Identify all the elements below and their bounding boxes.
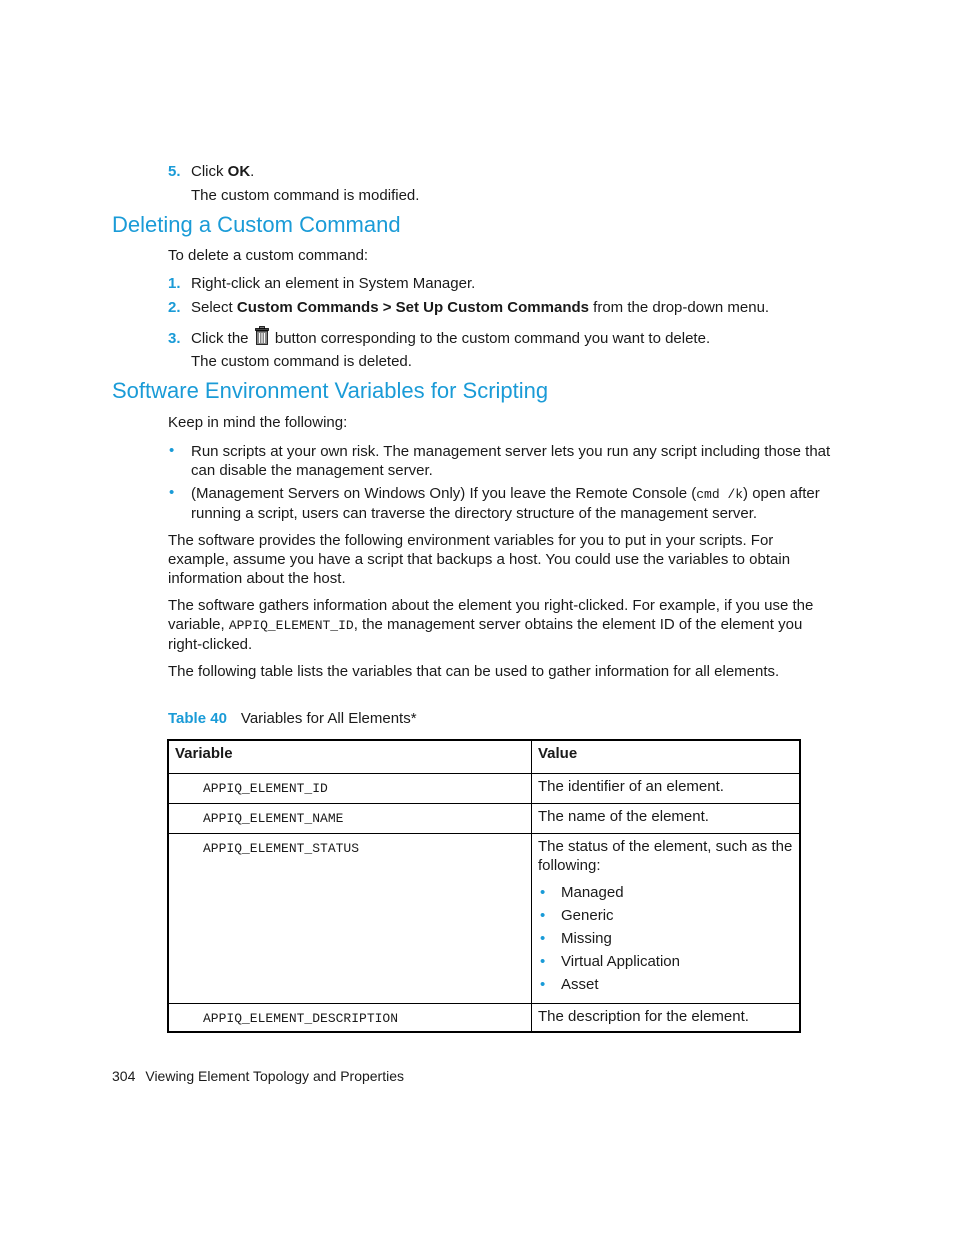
list-item: • Managed <box>540 884 624 901</box>
variable-value: The identifier of an element. <box>532 774 801 804</box>
step-5-result: The custom command is modified. <box>191 187 420 204</box>
list-item: • Missing <box>540 930 612 947</box>
table-row <box>168 1004 800 1032</box>
list-item: • Virtual Application <box>540 953 680 970</box>
ok-label: OK <box>227 163 251 180</box>
bullet-icon: • <box>169 442 175 459</box>
delete-step-3: Click the button corresponding to the custom command you want to delete. <box>191 326 710 347</box>
section-heading-delete: Deleting a Custom Command <box>112 212 401 237</box>
table-row <box>168 834 800 1004</box>
variable-name: APPIQ_ELEMENT_DESCRIPTION <box>203 1011 399 1026</box>
code-snippet: APPIQ_ELEMENT_ID <box>228 618 354 633</box>
list-item: • Generic <box>540 907 614 924</box>
table-title: Variables for All Elements* <box>240 710 417 727</box>
page-footer <box>112 1068 404 1084</box>
table-row <box>168 804 800 834</box>
delete-step-1: Right-click an element in System Manager. <box>191 275 476 292</box>
section-heading-env: Software Environment Variables for Scripting <box>112 378 549 403</box>
bullet-icon: • <box>540 930 546 947</box>
step-5 <box>168 163 181 180</box>
paragraph-3: The following table lists the variables that can be used to gather information for all elements. <box>168 663 780 680</box>
variable-name: APPIQ_ELEMENT_NAME <box>203 811 344 826</box>
table-header-row <box>168 740 800 774</box>
code-snippet: cmd /k <box>696 487 744 502</box>
table-caption <box>168 710 417 727</box>
bullet-item-1: Run scripts at your own risk. The management server lets you run any script including those that can disable the management server. <box>191 443 831 479</box>
paragraph-1: The software provides the following environment variables for you to put in your scripts. For example, assume you have a script that backups a host. You could use the variables to obtain information about the host. <box>168 532 791 587</box>
header-variable: Variable <box>168 740 532 774</box>
paragraph-2: The software gathers information about the element you right-clicked. For example, if you use the variable, APPIQ_ELEMENT_ID, the management server obtains the element ID of the element you right-clicked. <box>168 597 814 653</box>
bullet-icon: • <box>540 976 546 993</box>
step-number: 5. <box>168 163 181 180</box>
variable-value: The name of the element. <box>532 804 801 834</box>
variable-value: The description for the element. <box>532 1004 801 1032</box>
step-number: 1. <box>168 275 181 292</box>
delete-result: The custom command is deleted. <box>191 353 412 370</box>
step-number: 2. <box>168 299 181 316</box>
variable-value: The status of the element, such as the following: <box>538 838 793 874</box>
page-number: 304 <box>112 1068 136 1084</box>
delete-step-2: Select Custom Commands > Set Up Custom Commands from the drop-down menu. <box>191 299 770 316</box>
bullet-icon: • <box>540 884 546 901</box>
step-5-text: Click OK. <box>191 163 255 180</box>
status-list <box>538 883 793 998</box>
footer-title: Viewing Element Topology and Properties <box>145 1068 405 1084</box>
table-row <box>168 774 800 804</box>
step-number: 3. <box>168 330 181 347</box>
header-value: Value <box>532 740 801 774</box>
list-item: • Asset <box>540 976 599 993</box>
bullet-item-2: (Management Servers on Windows Only) If you leave the Remote Console (cmd /k) open after running a script, users can traverse the directory structure of the management server. <box>191 485 820 522</box>
bullet-icon: • <box>169 484 175 501</box>
delete-intro: To delete a custom command: <box>168 247 369 264</box>
variable-name: APPIQ_ELEMENT_STATUS <box>203 841 360 856</box>
bullet-icon: • <box>540 953 546 970</box>
menu-path: Custom Commands > Set Up Custom Commands <box>236 299 589 316</box>
trash-icon <box>255 326 269 345</box>
variables-table <box>167 739 801 1033</box>
env-intro: Keep in mind the following: <box>168 414 348 431</box>
bullet-icon: • <box>540 907 546 924</box>
variable-name: APPIQ_ELEMENT_ID <box>203 781 328 796</box>
table-number: Table 40 <box>168 710 227 727</box>
